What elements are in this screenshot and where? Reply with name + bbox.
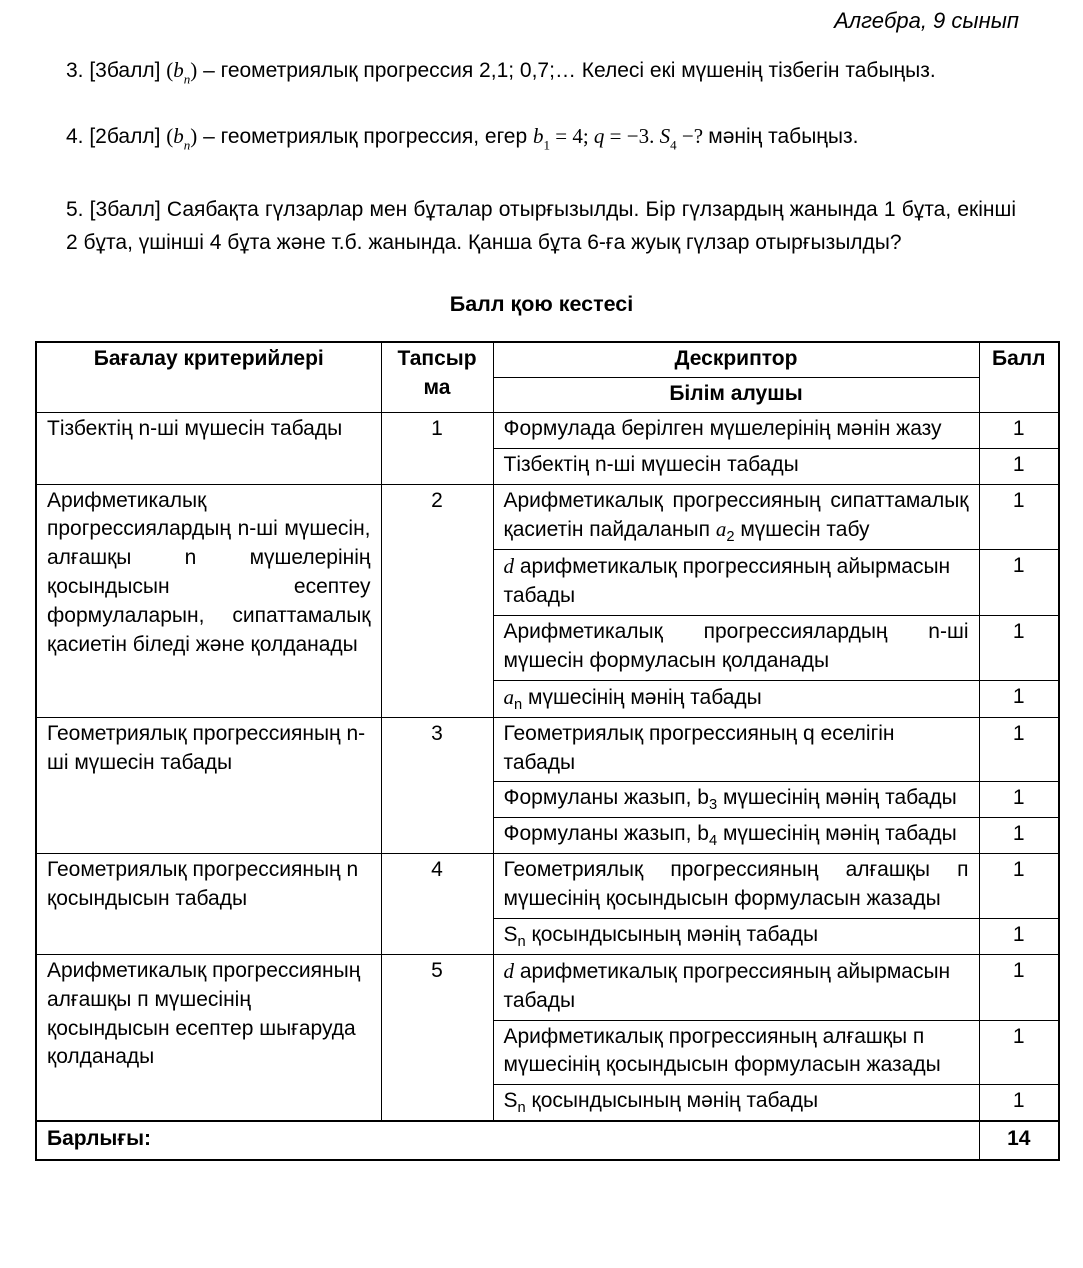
descriptor-cell: Арифметикалық прогрессияның сипаттамалық қасиетін пайдаланып $a_2$ мүшесін табу [493,484,979,550]
math-variable: a [715,517,727,542]
descriptor-cell: Арифметикалық прогрессиялардың n-ші мүшесін формуласын қолданады [493,616,979,681]
score-cell: 1 [979,412,1059,448]
criteria-cell: Тізбектің n-ші мүшесін табады [36,412,381,484]
descriptor-cell: Формуланы жазып, $b_4$ мүшесінің мәнің табады [493,818,979,854]
criteria-cell: Геометриялық прогрессияның n-ші мүшесін табады [36,717,381,854]
math-variable: a [503,684,514,709]
table-row [36,854,1059,919]
criteria-cell: Арифметикалық прогрессияның алғашқы п мүшесінің қосындысын есептер шығаруда қолданады [36,954,381,1121]
task-cell: 4 [381,854,493,955]
math-variable: d [503,554,514,579]
score-cell: 1 [979,918,1059,954]
table-header-row [36,342,1059,377]
total-value: 14 [979,1121,1059,1160]
question-4-body: – геометриялық прогрессия, егер [197,125,533,149]
descriptor-cell: d арифметикалық прогрессияның айырмасын табады [493,550,979,616]
math-s4-expression: $S_4$ −? [659,124,709,153]
task-cell: 1 [381,412,493,484]
score-cell: 1 [979,717,1059,782]
page-title: Алгебра, 9 сынып [834,8,1019,33]
math-bn-sequence: $(b_n)$ [166,58,198,87]
total-row [36,1121,1059,1160]
descriptor-cell: Формулада берілген мүшелерінің мәнін жазу [493,412,979,448]
score-cell: 1 [979,484,1059,550]
learner-header: Білім алушы [493,377,979,412]
math-variable: d [503,958,514,983]
score-cell: 1 [979,782,1059,818]
score-cell: 1 [979,954,1059,1020]
descriptor-cell: Геометриялық прогрессияның алғашқы п мүшесінің қосындысын формуласын жазады [493,854,979,919]
question-3 [66,47,1016,95]
question-3-text: 3. [3балл] [66,59,167,83]
descriptor-cell: $a_n$ мүшесінің мәнің табады [493,680,979,717]
descriptor-cell: Геометриялық прогрессияның q еселігін табады [493,717,979,782]
question-4 [66,119,1016,155]
math-b1-equation: $b_1 = 4$; [532,124,594,153]
descriptor-cell: Формуланы жазып, $b_3$ мүшесінің мәнің табады [493,782,979,818]
subscript: n [517,1100,526,1117]
descriptor-cell: Арифметикалық прогрессияның алғашқы п мүшесінің қосындысын формуласын жазады [493,1020,979,1085]
task-cell: 2 [381,484,493,717]
subscript: 2 [726,529,735,546]
descriptor-header: Дескриптор [493,342,979,377]
score-cell: 1 [979,1085,1059,1121]
table-row [36,412,1059,448]
math-bn-sequence: $(b_n)$ [166,124,198,153]
score-cell: 1 [979,616,1059,681]
question-4-text: 4. [2балл] [66,125,167,149]
question-3-body: – геометриялық прогрессия 2,1; 0,7;… Келесі екі мүшенің тізбегін табыңыз. [197,59,936,83]
descriptor-cell: $S_n$ қосындысының мәнің табады [493,1085,979,1121]
score-cell: 1 [979,448,1059,484]
descriptor-cell: d арифметикалық прогрессияның айырмасын табады [493,954,979,1020]
table-row [36,484,1059,550]
question-5 [66,193,1016,259]
subscript: 3 [708,797,718,814]
table-row [36,954,1059,1020]
subscript: n [517,934,526,951]
criteria-cell: Арифметикалық прогрессиялардың n-ші мүшесін, алғашқы n мүшелерінің қосындысын есептеу формулаларын, сипаттамалық қасиетін біледі және қолданады [36,484,381,717]
table-row [36,717,1059,782]
task-header: Тапсырма [381,342,493,412]
question-4-tail: мәнің табыңыз. [708,125,859,149]
task-cell: 3 [381,717,493,854]
subscript: n [514,697,523,714]
score-cell: 1 [979,680,1059,717]
math-q-equation: q = −3. [593,124,660,149]
score-cell: 1 [979,854,1059,919]
criteria-header: Бағалау критерийлері [36,342,381,412]
criteria-cell: Геометриялық прогрессияның n қосындысын табады [36,854,381,955]
score-header: Балл [979,342,1059,412]
score-table [35,341,1060,1161]
score-cell: 1 [979,550,1059,616]
total-label: Барлығы: [36,1121,979,1160]
document-page [0,8,1083,1161]
score-cell: 1 [979,1020,1059,1085]
descriptor-cell: $S_n$ қосындысының мәнің табады [493,918,979,954]
descriptor-cell: Тізбектің n-ші мүшесін табады [493,448,979,484]
task-cell: 5 [381,954,493,1121]
question-5-text: 5. [3балл] Саябақта гүлзарлар мен бұталар отырғызылды. Бір гүлзардың жанында 1 бұта, екінші 2 бұта, үшінші 4 бұта және т.б. жанында. Қанша бұта 6-ға жуық гүлзар отырғызылды? [66,197,1016,255]
subscript: 4 [708,833,718,850]
score-cell: 1 [979,818,1059,854]
score-table-title: Балл қою кестесі [449,292,634,317]
